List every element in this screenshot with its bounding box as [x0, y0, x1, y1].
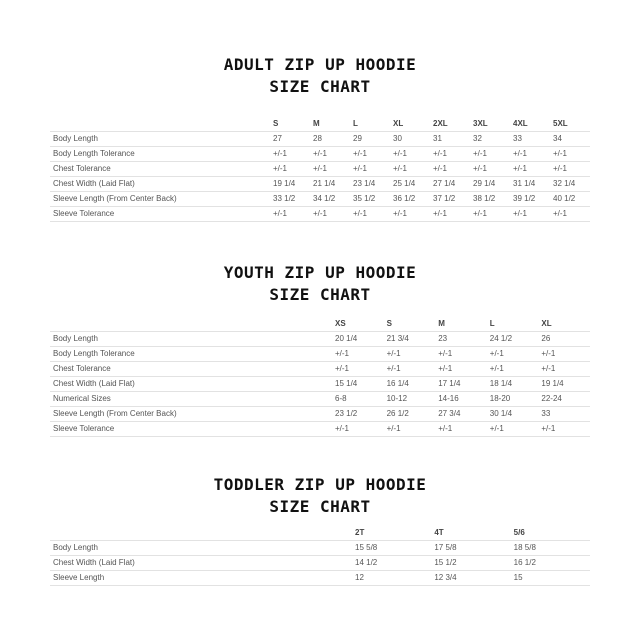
size-value: 21 1/4: [310, 177, 350, 192]
size-value: 22-24: [538, 392, 590, 407]
size-value: 16 1/4: [384, 377, 436, 392]
size-value: +/-1: [390, 147, 430, 162]
size-header: S: [384, 317, 436, 332]
row-label: Chest Width (Laid Flat): [50, 377, 332, 392]
youth-title-line1: YOUTH ZIP UP HOODIE: [223, 263, 417, 282]
size-value: +/-1: [510, 207, 550, 222]
size-value: 38 1/2: [470, 192, 510, 207]
size-value: 36 1/2: [390, 192, 430, 207]
size-value: +/-1: [435, 362, 487, 377]
size-header: 5/6: [511, 526, 590, 541]
size-value: +/-1: [487, 347, 539, 362]
size-value: 14 1/2: [352, 556, 431, 571]
size-header: 2XL: [430, 117, 470, 132]
size-value: 33 1/2: [270, 192, 310, 207]
youth-title: [0, 262, 640, 306]
size-value: +/-1: [270, 147, 310, 162]
row-label: Chest Tolerance: [50, 362, 332, 377]
size-header: L: [350, 117, 390, 132]
size-value: +/-1: [390, 162, 430, 177]
size-value: +/-1: [390, 207, 430, 222]
toddler-header-row: [50, 526, 590, 541]
size-value: 21 3/4: [384, 332, 436, 347]
size-value: +/-1: [487, 422, 539, 437]
size-value: 34: [550, 132, 590, 147]
toddler-title: [0, 474, 640, 518]
size-value: +/-1: [384, 422, 436, 437]
table-row: [50, 162, 590, 177]
youth-title-line2: SIZE CHART: [269, 285, 371, 304]
size-value: 18 5/8: [511, 541, 590, 556]
table-row: [50, 207, 590, 222]
size-value: 27: [270, 132, 310, 147]
adult-title-line2: SIZE CHART: [269, 77, 371, 96]
size-value: +/-1: [510, 147, 550, 162]
size-value: 33: [538, 407, 590, 422]
row-label: Body Length: [50, 332, 332, 347]
size-value: +/-1: [350, 162, 390, 177]
size-value: 37 1/2: [430, 192, 470, 207]
row-label: Body Length: [50, 132, 270, 147]
size-value: 32 1/4: [550, 177, 590, 192]
size-value: 17 1/4: [435, 377, 487, 392]
row-label: Sleeve Length: [50, 571, 352, 586]
size-value: +/-1: [470, 207, 510, 222]
size-value: 35 1/2: [350, 192, 390, 207]
size-value: 27 3/4: [435, 407, 487, 422]
size-header: XS: [332, 317, 384, 332]
size-value: +/-1: [332, 362, 384, 377]
size-value: 24 1/2: [487, 332, 539, 347]
size-value: +/-1: [550, 147, 590, 162]
size-value: +/-1: [435, 347, 487, 362]
size-value: 19 1/4: [538, 377, 590, 392]
size-value: 23 1/4: [350, 177, 390, 192]
table-row: [50, 362, 590, 377]
size-value: +/-1: [550, 207, 590, 222]
toddler-title-line1: TODDLER ZIP UP HOODIE: [213, 475, 427, 494]
size-header: 3XL: [470, 117, 510, 132]
table-row: [50, 377, 590, 392]
size-value: +/-1: [350, 207, 390, 222]
size-value: +/-1: [384, 362, 436, 377]
size-value: 26 1/2: [384, 407, 436, 422]
row-label: Body Length Tolerance: [50, 147, 270, 162]
row-label: Chest Width (Laid Flat): [50, 556, 352, 571]
size-value: +/-1: [350, 147, 390, 162]
size-value: 12: [352, 571, 431, 586]
size-value: +/-1: [538, 422, 590, 437]
size-value: +/-1: [270, 207, 310, 222]
size-value: 15: [511, 571, 590, 586]
size-value: 16 1/2: [511, 556, 590, 571]
size-header: M: [310, 117, 350, 132]
size-value: 18 1/4: [487, 377, 539, 392]
size-header: 4XL: [510, 117, 550, 132]
table-row: [50, 392, 590, 407]
size-header: 4T: [431, 526, 510, 541]
size-value: 28: [310, 132, 350, 147]
row-label: Sleeve Length (From Center Back): [50, 192, 270, 207]
toddler-title-line2: SIZE CHART: [269, 497, 371, 516]
size-value: 27 1/4: [430, 177, 470, 192]
size-value: 33: [510, 132, 550, 147]
size-value: +/-1: [430, 147, 470, 162]
size-header: M: [435, 317, 487, 332]
size-value: 32: [470, 132, 510, 147]
size-value: 40 1/2: [550, 192, 590, 207]
table-row: [50, 556, 590, 571]
size-value: 14-16: [435, 392, 487, 407]
row-label: Body Length Tolerance: [50, 347, 332, 362]
size-value: 12 3/4: [431, 571, 510, 586]
table-row: [50, 147, 590, 162]
table-row: [50, 347, 590, 362]
row-label: Numerical Sizes: [50, 392, 332, 407]
size-value: 26: [538, 332, 590, 347]
size-value: 30: [390, 132, 430, 147]
size-value: 15 5/8: [352, 541, 431, 556]
corner-cell: [50, 526, 352, 541]
size-value: 19 1/4: [270, 177, 310, 192]
adult-title: [0, 54, 640, 98]
table-row: [50, 422, 590, 437]
size-value: 29: [350, 132, 390, 147]
size-header: 2T: [352, 526, 431, 541]
size-value: +/-1: [310, 147, 350, 162]
size-value: +/-1: [435, 422, 487, 437]
size-value: +/-1: [470, 147, 510, 162]
size-value: 29 1/4: [470, 177, 510, 192]
adult-size-table: [50, 117, 590, 222]
youth-header-row: [50, 317, 590, 332]
size-value: 17 5/8: [431, 541, 510, 556]
size-value: +/-1: [332, 422, 384, 437]
size-header: 5XL: [550, 117, 590, 132]
corner-cell: [50, 117, 270, 132]
size-value: 15 1/4: [332, 377, 384, 392]
size-value: +/-1: [430, 162, 470, 177]
size-value: +/-1: [332, 347, 384, 362]
row-label: Chest Tolerance: [50, 162, 270, 177]
corner-cell: [50, 317, 332, 332]
size-value: +/-1: [470, 162, 510, 177]
table-row: [50, 332, 590, 347]
adult-header-row: [50, 117, 590, 132]
size-value: 6-8: [332, 392, 384, 407]
size-value: +/-1: [310, 162, 350, 177]
size-value: 20 1/4: [332, 332, 384, 347]
table-row: [50, 177, 590, 192]
toddler-size-table: [50, 526, 590, 586]
size-value: 23 1/2: [332, 407, 384, 422]
size-value: +/-1: [310, 207, 350, 222]
size-value: 10-12: [384, 392, 436, 407]
size-value: 25 1/4: [390, 177, 430, 192]
row-label: Body Length: [50, 541, 352, 556]
size-value: 31 1/4: [510, 177, 550, 192]
size-value: 39 1/2: [510, 192, 550, 207]
youth-size-table: [50, 317, 590, 437]
table-row: [50, 571, 590, 586]
size-value: 15 1/2: [431, 556, 510, 571]
size-header: XL: [390, 117, 430, 132]
size-header: L: [487, 317, 539, 332]
table-row: [50, 407, 590, 422]
size-value: 18-20: [487, 392, 539, 407]
table-row: [50, 192, 590, 207]
size-value: +/-1: [487, 362, 539, 377]
row-label: Chest Width (Laid Flat): [50, 177, 270, 192]
size-value: 30 1/4: [487, 407, 539, 422]
table-row: [50, 132, 590, 147]
row-label: Sleeve Tolerance: [50, 207, 270, 222]
size-value: 31: [430, 132, 470, 147]
row-label: Sleeve Tolerance: [50, 422, 332, 437]
size-value: +/-1: [550, 162, 590, 177]
size-header: S: [270, 117, 310, 132]
size-value: +/-1: [270, 162, 310, 177]
size-value: 34 1/2: [310, 192, 350, 207]
size-header: XL: [538, 317, 590, 332]
size-value: 23: [435, 332, 487, 347]
table-row: [50, 541, 590, 556]
adult-title-line1: ADULT ZIP UP HOODIE: [223, 55, 417, 74]
size-value: +/-1: [384, 347, 436, 362]
size-value: +/-1: [538, 362, 590, 377]
row-label: Sleeve Length (From Center Back): [50, 407, 332, 422]
size-value: +/-1: [538, 347, 590, 362]
size-value: +/-1: [430, 207, 470, 222]
size-value: +/-1: [510, 162, 550, 177]
